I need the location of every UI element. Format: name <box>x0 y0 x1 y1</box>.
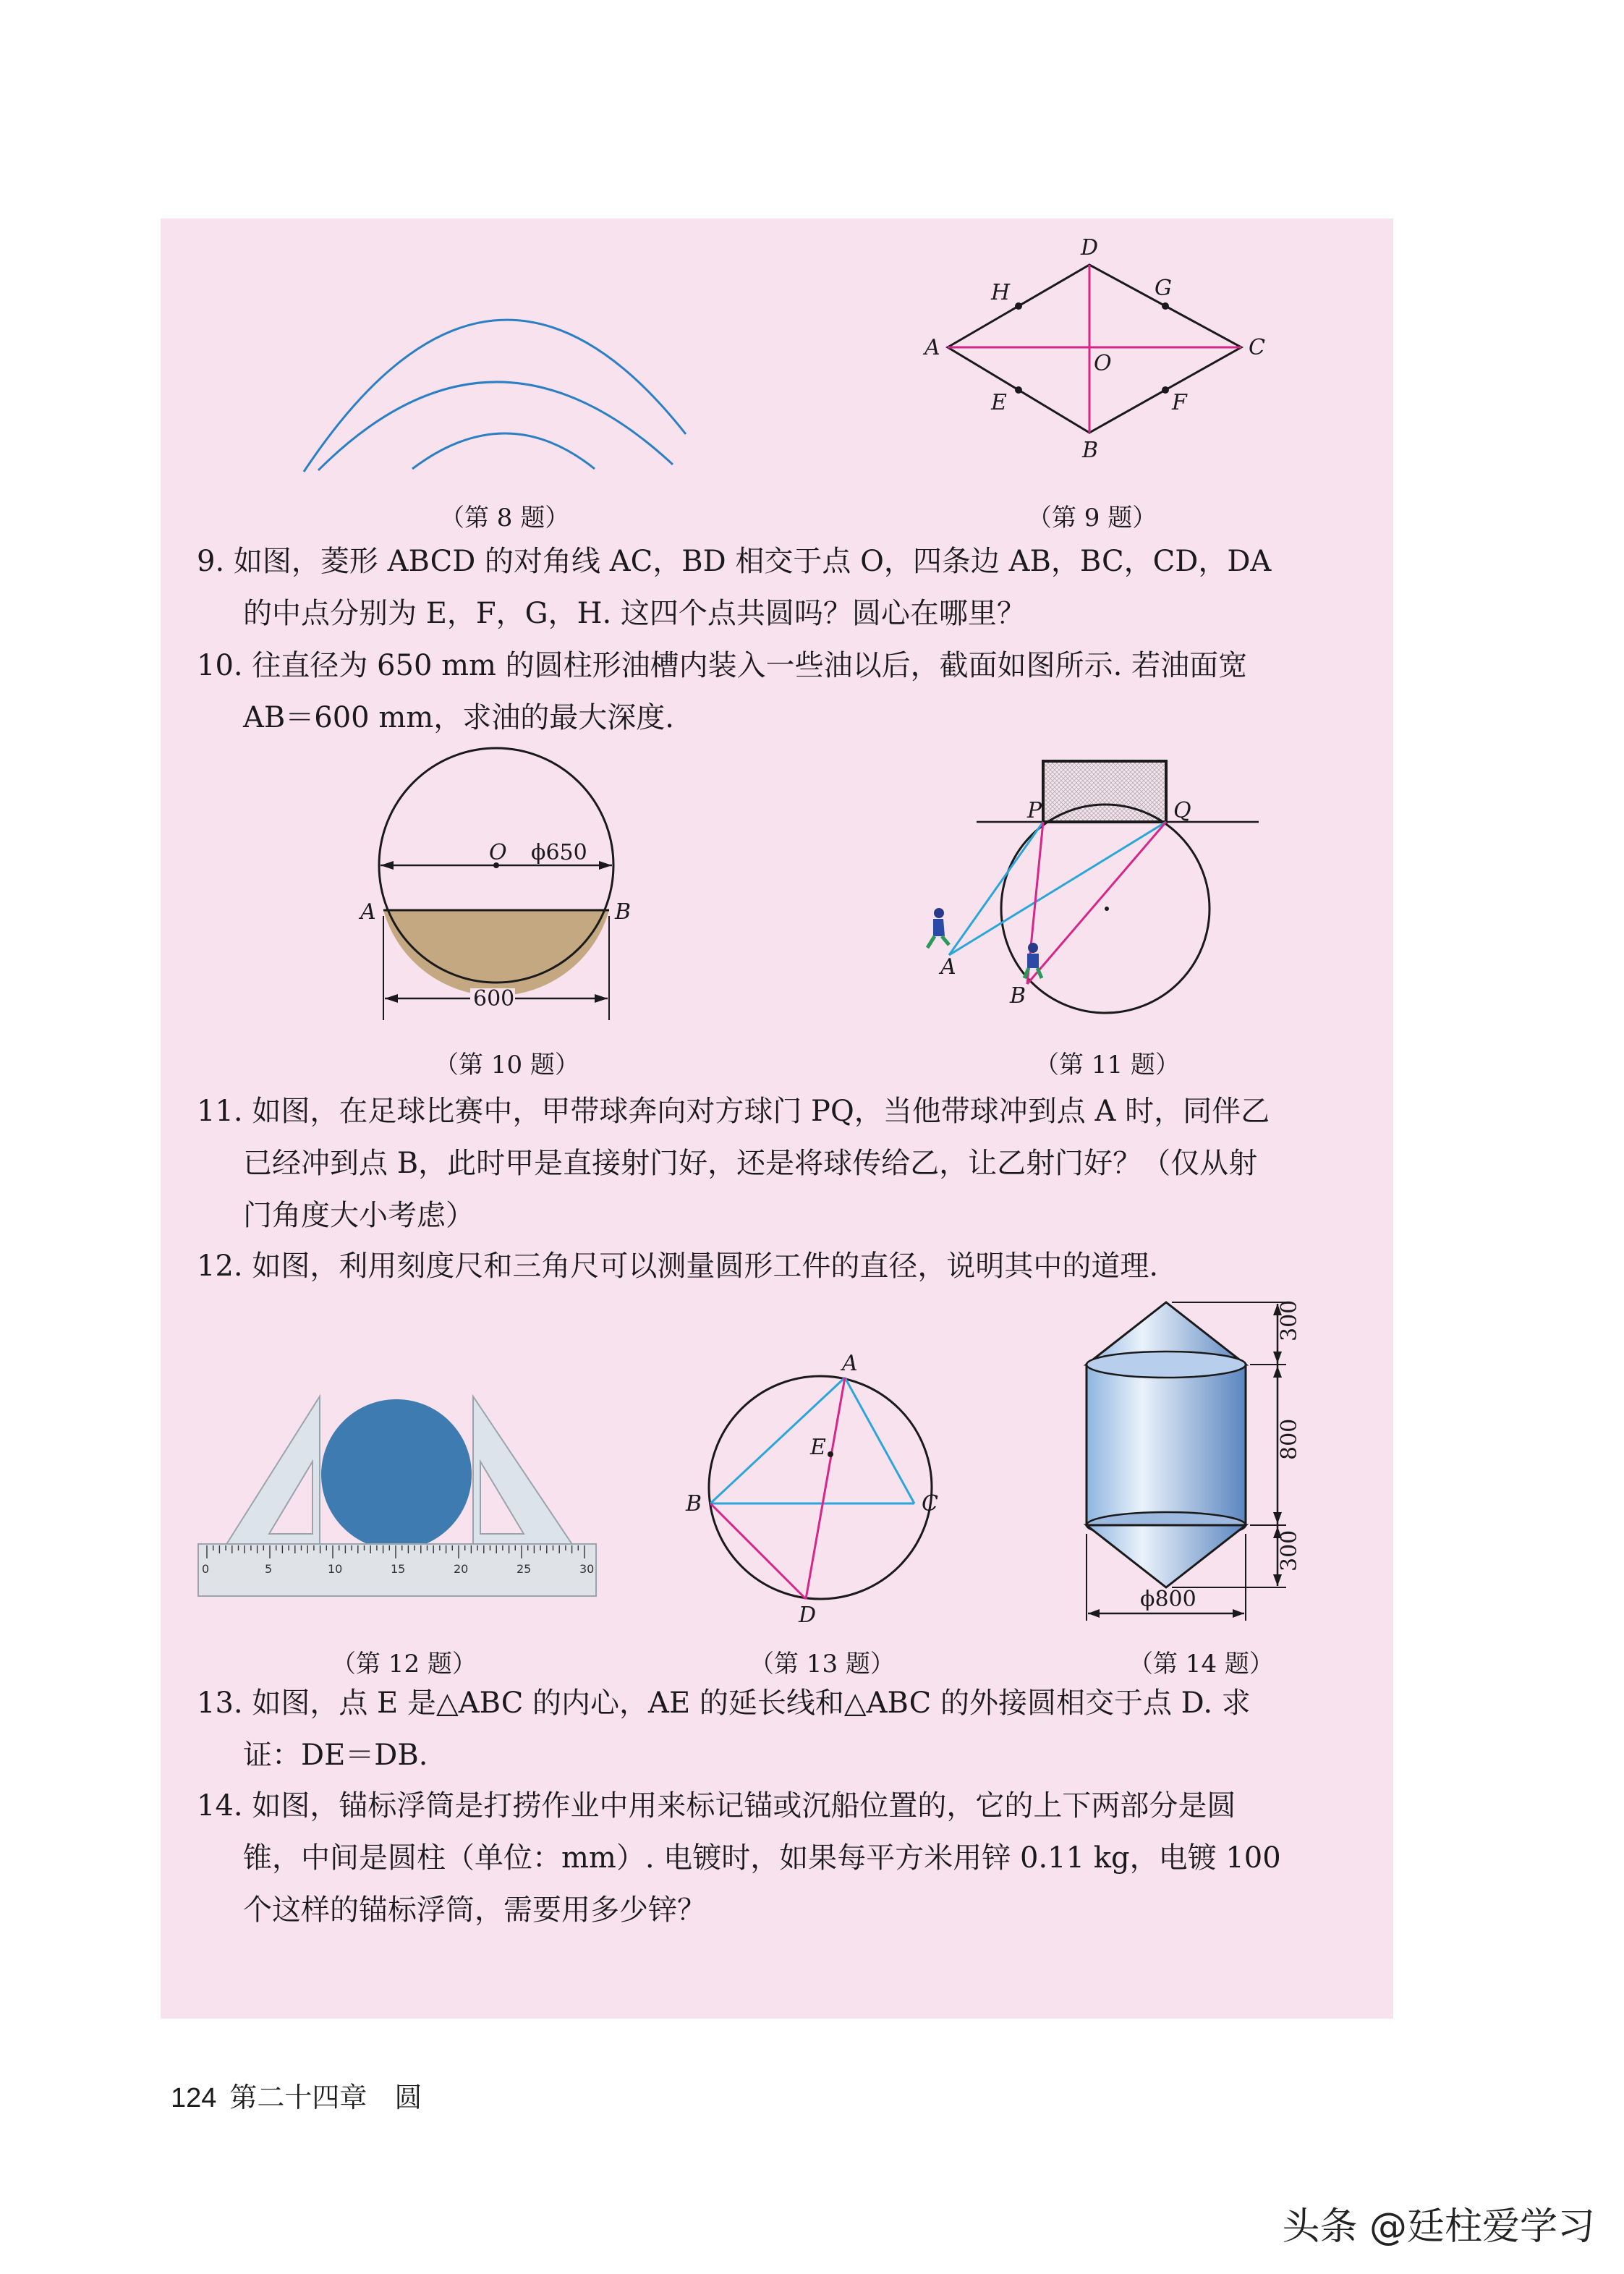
caption-q8: （第 8 题） <box>440 504 570 533</box>
figure-8-arcs <box>289 268 709 485</box>
q11-line-1: 11. 如图，在足球比赛中，甲带球奔向对方球门 PQ，当他带球冲到点 A 时，同伴乙 <box>197 1095 1270 1128</box>
page-number: 124 <box>171 2083 217 2113</box>
q12-line-1: 12. 如图，利用刻度尺和三角尺可以测量圆形工件的直径，说明其中的道理. <box>197 1250 1159 1283</box>
svg-text:F: F <box>1172 390 1187 415</box>
question-9 <box>197 535 1369 640</box>
svg-text:600: 600 <box>473 986 515 1011</box>
q9-line-2: 的中点分别为 E，F，G，H. 这四个点共圆吗？圆心在哪里？ <box>243 597 1026 630</box>
question-10 <box>197 640 1369 744</box>
svg-text:A: A <box>842 1351 858 1376</box>
ruler-tick-label: 0 <box>202 1562 210 1576</box>
question-12 <box>197 1240 1369 1292</box>
question-14 <box>197 1780 1369 1936</box>
q11-line-2: 已经冲到点 B，此时甲是直接射门好，还是将球传给乙，让乙射门好？（仅从射 <box>243 1147 1258 1180</box>
svg-text:A: A <box>924 335 940 360</box>
ruler-tick-label: 10 <box>328 1562 343 1576</box>
svg-text:800: 800 <box>1277 1418 1302 1460</box>
question-13 <box>197 1677 1369 1781</box>
svg-text:B: B <box>1010 983 1026 1009</box>
svg-text:E: E <box>991 390 1007 415</box>
ruler-tick-label: 30 <box>579 1562 595 1576</box>
ruler-tick-label: 5 <box>265 1562 273 1576</box>
svg-text:300: 300 <box>1277 1530 1302 1571</box>
ruler-tick-label: 25 <box>516 1562 532 1576</box>
svg-text:A: A <box>940 954 956 980</box>
caption-q10: （第 10 题） <box>434 1051 579 1079</box>
svg-text:D: D <box>1081 235 1099 260</box>
player-a-icon <box>927 908 949 948</box>
svg-text:O: O <box>489 840 507 865</box>
svg-text:G: G <box>1155 276 1172 301</box>
figure-9-rhombus <box>919 235 1295 478</box>
q13-line-1: 13. 如图，点 E 是△ABC 的内心，AE 的延长线和△ABC 的外接圆相交于点 D. 求 <box>197 1687 1251 1720</box>
figure-14-buoy <box>1071 1295 1374 1642</box>
caption-q9: （第 9 题） <box>1027 504 1157 533</box>
q10-line-1: 10. 往直径为 650 mm 的圆柱形油槽内装入一些油以后，截面如图所示. 若油面宽 <box>197 649 1248 682</box>
q14-line-2: 锥，中间是圆柱（单位：mm）. 电镀时，如果每平方米用锌 0.11 kg，电镀 100 <box>243 1841 1281 1875</box>
caption-q14: （第 14 题） <box>1128 1650 1274 1679</box>
ruler-tick-label: 20 <box>454 1562 469 1576</box>
q13-line-2: 证：DE＝DB. <box>243 1739 428 1772</box>
svg-text:300: 300 <box>1277 1299 1302 1341</box>
chapter-title: 第二十四章 圆 <box>229 2082 422 2113</box>
arc-outer <box>304 320 686 472</box>
q10-line-2: AB＝600 mm，求油的最大深度. <box>243 701 674 734</box>
figure-13-incenter <box>666 1331 955 1635</box>
q14-line-3: 个这样的锚标浮筒，需要用多少锌？ <box>243 1893 706 1927</box>
caption-q12: （第 12 题） <box>331 1650 477 1679</box>
figure-12-ruler-measure <box>197 1367 609 1613</box>
q11-line-3: 门角度大小考虑） <box>243 1199 475 1232</box>
workpiece-disk <box>321 1399 472 1550</box>
player-b-icon <box>1024 943 1042 978</box>
caption-q11: （第 11 题） <box>1034 1051 1180 1079</box>
svg-text:B: B <box>686 1491 702 1516</box>
figure-11-soccer <box>911 752 1288 1027</box>
svg-text:Q: Q <box>1173 798 1191 823</box>
svg-text:A: A <box>360 899 376 925</box>
svg-text:ϕ650: ϕ650 <box>531 840 587 865</box>
svg-text:C: C <box>922 1491 938 1516</box>
question-11 <box>197 1085 1369 1242</box>
svg-text:H: H <box>991 280 1011 305</box>
arc-inner <box>412 433 595 469</box>
svg-text:D: D <box>799 1603 817 1628</box>
svg-text:C: C <box>1249 335 1265 360</box>
svg-text:ϕ800: ϕ800 <box>1140 1587 1196 1612</box>
page-footer <box>171 2075 422 2115</box>
caption-q13: （第 13 题） <box>749 1650 895 1679</box>
arc-middle <box>318 382 673 470</box>
q14-line-1: 14. 如图，锚标浮筒是打捞作业中用来标记锚或沉船位置的，它的上下两部分是圆 <box>197 1789 1236 1823</box>
source-watermark: 头条 @廷柱爱学习 <box>1282 2205 1595 2249</box>
svg-text:O: O <box>1094 351 1112 376</box>
q9-line-1: 9. 如图，菱形 ABCD 的对角线 AC，BD 相交于点 O，四条边 AB，BC，CD，DA <box>197 545 1272 578</box>
svg-text:B: B <box>615 899 632 925</box>
svg-text:B: B <box>1082 438 1099 463</box>
svg-text:E: E <box>810 1435 826 1460</box>
figure-10-oil-tank <box>354 752 673 1027</box>
ruler-tick-label: 15 <box>391 1562 406 1576</box>
svg-text:P: P <box>1027 798 1042 823</box>
